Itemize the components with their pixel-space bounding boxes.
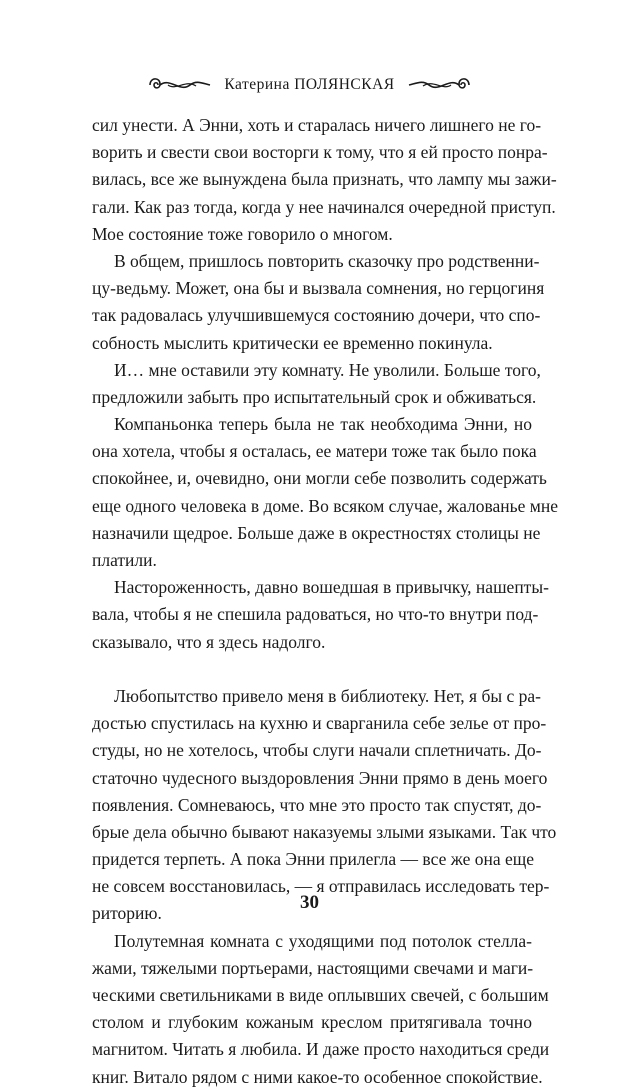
body-text <box>92 112 559 1091</box>
text-line: не совсем восстановилась, — я отправилась исследовать тер- <box>92 876 550 897</box>
text-line: книг. Витало рядом с ними какое-то особенное спокойствие. <box>92 1066 543 1087</box>
text-line: ворить и свести свои восторги к тому, что я ей просто понра- <box>92 142 548 163</box>
text-line: Компаньонка теперь была не так необходима Энни, но <box>114 414 532 435</box>
section-break <box>92 656 532 683</box>
text-line: риторию. <box>92 903 162 924</box>
text-line: Настороженность, давно вошедшая в привычку, нашепты- <box>114 577 549 598</box>
text-line: Любопытство привело меня в библиотеку. Нет, я бы с ра- <box>114 685 542 706</box>
text-line: собность мыслить критически ее временно покинула. <box>92 332 493 353</box>
text-line: платили. <box>92 550 157 570</box>
text-line: Полутемная комната с уходящими под потолок стелла- <box>114 930 532 951</box>
text-line: спокойнее, и, очевидно, они могли себе позволить содержать <box>92 468 547 489</box>
header-author: Катерина ПОЛЯНСКАЯ <box>224 76 395 93</box>
text-line: придется терпеть. А пока Энни прилегла — все же она еще <box>92 849 534 870</box>
text-line: магнитом. Читать я любила. И даже просто находиться среди <box>92 1039 550 1060</box>
text-line: Мое состояние тоже говорило о многом. <box>92 223 393 244</box>
text-line: статочно чудесного выздоровления Энни прямо в день моего <box>92 767 548 788</box>
text-line: гали. Как раз тогда, когда у нее начинался очередной приступ. <box>92 196 556 217</box>
text-line: вилась, все же вынуждена была признать, что лампу мы зажи- <box>92 169 557 190</box>
text-line: так радовалась улучшившемуся состоянию дочери, что спо- <box>92 305 541 326</box>
left-ornament-icon <box>144 73 214 97</box>
text-line: студы, но не хотелось, чтобы слуги начали сплетничать. До- <box>92 740 542 761</box>
text-line: жами, тяжелыми портьерами, настоящими свечами и маги- <box>92 957 534 978</box>
page-number: 30 <box>300 892 319 913</box>
text-line: столом и глубоким кожаным креслом притягивала точно <box>92 1012 532 1033</box>
text-line: сказывало, что я здесь надолго. <box>92 631 326 652</box>
text-line: цу-ведьму. Может, она бы и вызвала сомнения, но герцогиня <box>92 278 545 299</box>
right-ornament-icon <box>405 73 475 97</box>
text-line: достью спустилась на кухню и сварганила себе зелье от про- <box>92 713 547 734</box>
text-line: появления. Сомневаюсь, что мне это просто так спустят, до- <box>92 794 542 815</box>
text-line: она хотела, чтобы я осталась, ее матери тоже так было пока <box>92 441 537 462</box>
text-line: назначили щедрое. Больше даже в окрестностях столицы не <box>92 522 541 543</box>
text-line: еще одного человека в доме. Во всяком случае, жалованье мне <box>92 495 559 516</box>
text-line: В общем, пришлось повторить сказочку про родственни- <box>114 250 540 271</box>
text-line: вала, чтобы я не спешила радоваться, но что-то внутри под- <box>92 604 539 625</box>
text-line: брые дела обычно бывают наказуемы злыми языками. Так что <box>92 821 557 842</box>
text-line: предложили забыть про испытательный срок и обживаться. <box>92 386 537 407</box>
text-line: сил унести. А Энни, хоть и старалась ничего лишнего не го- <box>92 115 542 135</box>
text-line: И… мне оставили эту комнату. Не уволили. Больше того, <box>114 359 541 380</box>
running-header <box>0 70 619 100</box>
text-line: ческими светильниками в виде оплывших свечей, с большим <box>92 985 549 1005</box>
